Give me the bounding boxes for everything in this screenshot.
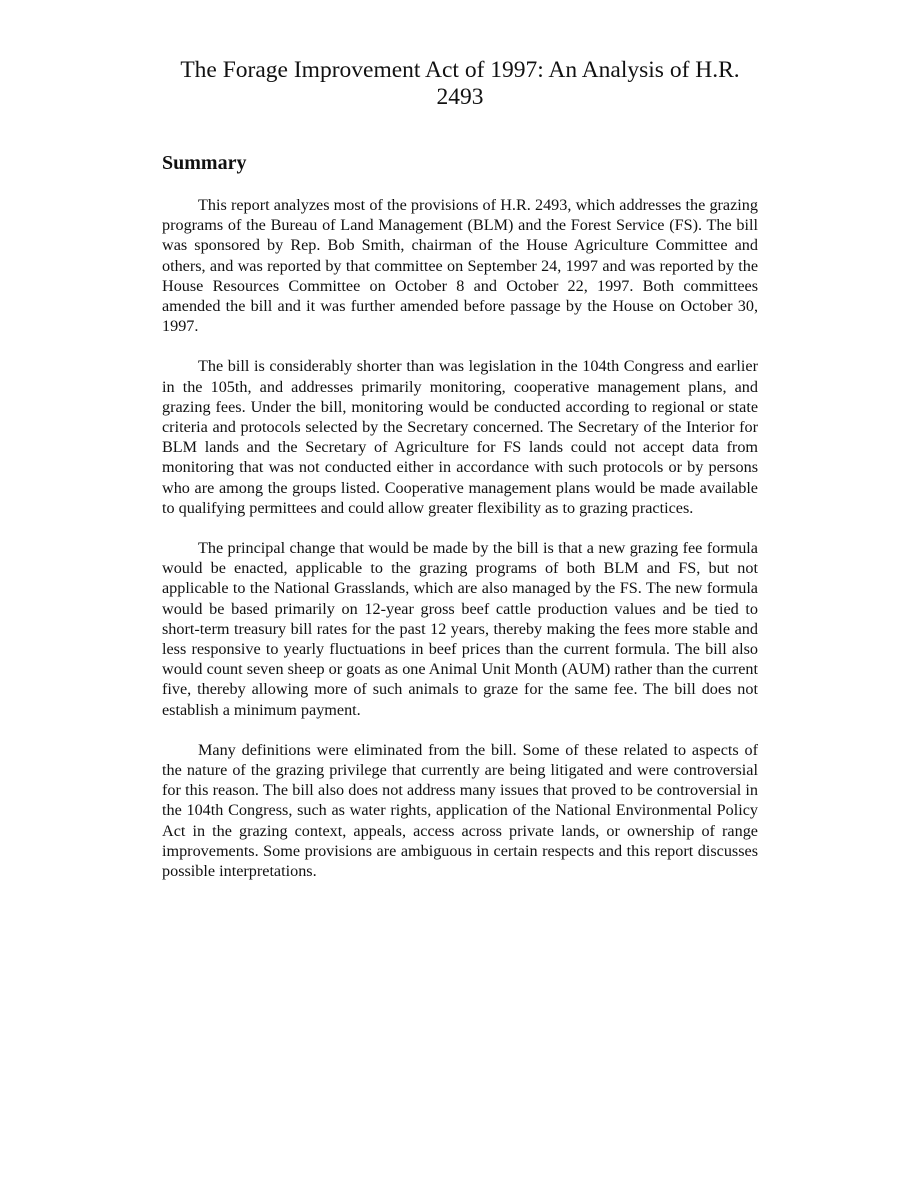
summary-body <box>162 195 758 901</box>
summary-paragraph-1: This report analyzes most of the provisions of H.R. 2493, which addresses the grazing programs of the Bureau of Land Management (BLM) and the Forest Service (FS). The bill was sponsored by Rep. Bob Smith, chairman of the House Agriculture Committee and others, and was reported by that committee on September 24, 1997 and was reported by the House Resources Committee on October 8 and October 22, 1997. Both committees amended the bill and it was further amended before passage by the House on October 30, 1997. <box>162 196 758 336</box>
summary-paragraph-4: Many definitions were eliminated from the bill. Some of these related to aspects of the nature of the grazing privilege that currently are being litigated and were controversial for this reason. The bill also does not address many issues that proved to be controversial in the 104th Congress, such as water rights, application of the National Environmental Policy Act in the grazing context, appeals, access across private lands, or ownership of range improvements. Some provisions are ambiguous in certain respects and this report discusses possible interpretations. <box>162 740 758 881</box>
summary-paragraph-2: The bill is considerably shorter than was legislation in the 104th Congress and earlier in the 105th, and addresses primarily monitoring, cooperative management plans, and grazing fees. Under the bill, monitoring would be conducted according to regional or state criteria and protocols selected by the Secretary concerned. The Secretary of the Interior for BLM lands and the Secretary of Agriculture for FS lands could not accept data from monitoring that was not conducted either in accordance with such protocols or by persons who are among the groups listed. Cooperative management plans would be made available to qualifying permittees and could allow greater flexibility as to grazing practices. <box>162 357 758 517</box>
summary-paragraph-3: The principal change that would be made by the bill is that a new grazing fee formula would be enacted, applicable to the grazing programs of both BLM and FS, but not applicable to the National Grasslands, which are also managed by the FS. The new formula would be based primarily on 12-year gross beef cattle production values and be tied to short-term treasury bill rates for the past 12 years, thereby making the fees more stable and less responsive to yearly fluctuations in beef prices than the current formula. The bill also would count seven sheep or goats as one Animal Unit Month (AUM) rather than the current five, thereby allowing more of such animals to graze for the same fee. The bill does not establish a minimum payment. <box>162 539 758 719</box>
document-title: The Forage Improvement Act of 1997: An Analysis of H.R. 2493 <box>180 57 740 110</box>
section-heading-summary: Summary <box>162 152 247 174</box>
